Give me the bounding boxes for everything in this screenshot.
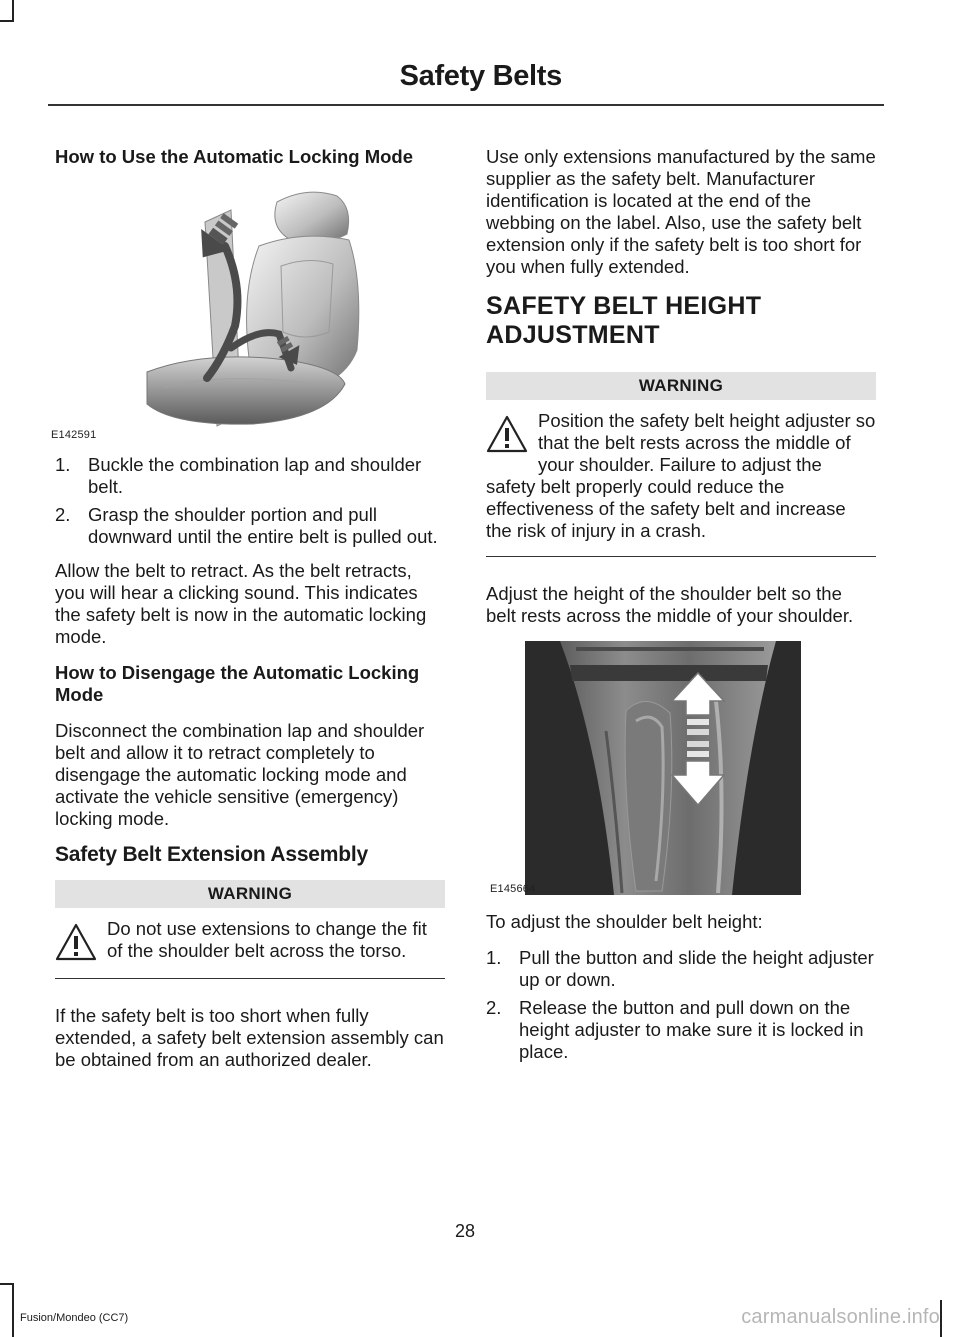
crop-mark	[0, 1283, 14, 1285]
list-text: Buckle the combination lap and shoulder belt.	[88, 454, 422, 497]
heading-disengage: How to Disengage the Automatic Locking Mode	[55, 662, 420, 705]
height-adjuster-illustration	[486, 641, 876, 897]
list-number: 1.	[55, 454, 71, 475]
list-text: Pull the button and slide the height adjuster up or down.	[519, 947, 874, 990]
warning-text: Do not use extensions to change the fit of the shoulder belt across the torso.	[107, 918, 427, 961]
steps-height-adjustment	[486, 947, 876, 1063]
list-number: 2.	[486, 997, 502, 1018]
crop-mark	[12, 0, 14, 22]
header-rule	[48, 104, 884, 106]
warning-banner: WARNING	[55, 880, 445, 908]
seat-belt-figure	[51, 182, 445, 441]
list-item	[55, 454, 445, 498]
list-item	[55, 504, 445, 548]
list-text: Release the button and pull down on the height adjuster to make sure it is locked in place.	[519, 997, 864, 1062]
paragraph-disengage: Disconnect the combination lap and shoulder belt and allow it to retract completely to disengage the automatic locking mode and activate the vehicle sensitive (emergency) locking mode.	[55, 720, 425, 829]
crop-mark	[940, 1300, 942, 1337]
footer-model: Fusion/Mondeo (CC7)	[20, 1312, 129, 1324]
figure-code: E145664	[490, 883, 536, 895]
paragraph-adjust: Adjust the height of the shoulder belt so the belt rests across the middle of your shoulder.	[486, 583, 854, 626]
warning-banner: WARNING	[486, 372, 876, 400]
warning-body	[55, 918, 445, 964]
right-column	[486, 146, 876, 1075]
steps-auto-locking	[55, 454, 445, 548]
warning-triangle-icon	[55, 922, 97, 962]
heading-auto-locking: How to Use the Automatic Locking Mode	[55, 146, 414, 167]
paragraph-extension-continued: Use only extensions manufactured by the same supplier as the safety belt. Manufacturer identification is located at the end of the webbing on the label. Also, use the safety belt extension only if the safety belt is too short for you when fully extended.	[486, 146, 876, 277]
warning-text: Position the safety belt height adjuster so that the belt rests across the middle of your shoulder. Failure to adjust the safety belt properly could reduce the effectiveness of the safety belt and increase the risk of injury in a crash.	[486, 410, 876, 541]
list-text: Grasp the shoulder portion and pull downward until the entire belt is pulled out.	[88, 504, 438, 547]
list-item	[486, 997, 876, 1063]
warning-triangle-icon	[486, 414, 528, 454]
crop-mark	[0, 20, 14, 22]
height-adjuster-figure	[486, 641, 876, 897]
paragraph-extension: If the safety belt is too short when fully extended, a safety belt extension assembly can be obtained from an authorized dealer.	[55, 1005, 444, 1070]
left-column	[51, 146, 445, 1085]
figure-code: E142591	[51, 429, 97, 441]
list-item	[486, 947, 876, 991]
list-number: 2.	[55, 504, 71, 525]
page-number: 28	[454, 1221, 476, 1241]
page-header-title: Safety Belts	[399, 60, 562, 92]
warning-block	[55, 880, 445, 979]
seat-belt-illustration	[55, 182, 445, 440]
crop-mark	[12, 1283, 14, 1337]
warning-body	[486, 410, 876, 542]
paragraph-retract: Allow the belt to retract. As the belt retracts, you will hear a clicking sound. This indicates the safety belt is now in the automatic locking mode.	[55, 560, 427, 647]
warning-block	[486, 372, 876, 557]
paragraph-to-adjust: To adjust the shoulder belt height:	[486, 911, 763, 932]
list-number: 1.	[486, 947, 502, 968]
heading-height-adjustment: SAFETY BELT HEIGHT ADJUSTMENT	[486, 292, 762, 349]
watermark: carmanualsonline.info	[741, 1306, 940, 1328]
heading-extension-assembly: Safety Belt Extension Assembly	[55, 843, 368, 866]
